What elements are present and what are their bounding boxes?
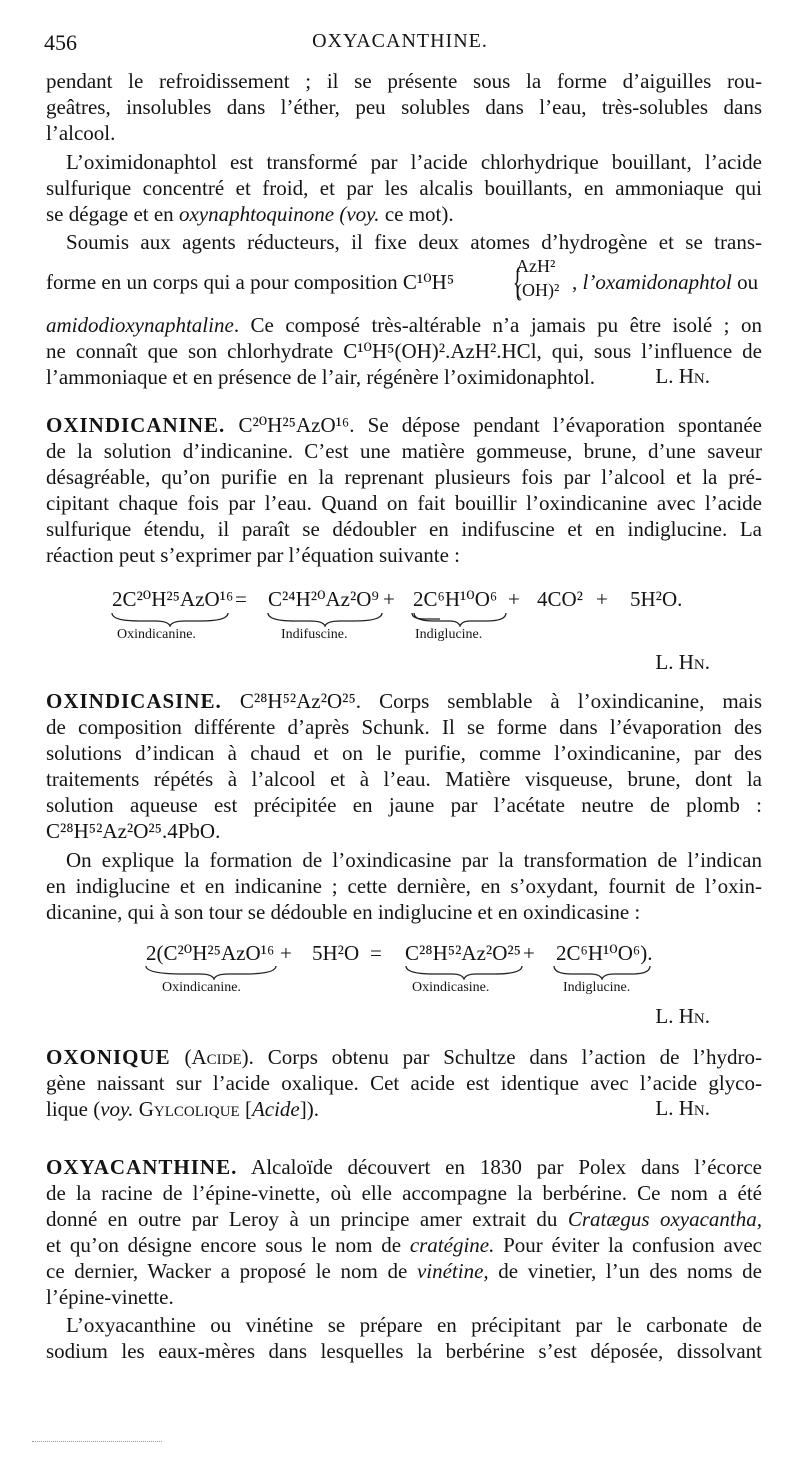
text-line: l’ammoniaque et en présence de l’air, régénère l’oximidonaphtol. bbox=[46, 365, 596, 389]
text-line: réaction peut s’exprimer par l’équation suivante : bbox=[46, 543, 461, 567]
text-line: de la racine de l’épine-vinette, où elle accompagne la berbérine. Ce nom a été bbox=[46, 1181, 762, 1205]
text-line bbox=[46, 1206, 762, 1232]
footer-rule bbox=[32, 1441, 162, 1442]
text-line: solution aqueuse est précipitée en jaune par l’acétate neutre de plomb : bbox=[46, 793, 762, 817]
voy-reference: voy. bbox=[100, 1097, 134, 1121]
underbrace bbox=[414, 613, 506, 626]
italic-term: amidodioxynaphtaline bbox=[46, 313, 234, 337]
equals-sign: = bbox=[235, 587, 247, 611]
text-line: ne connaît que son chlorhydrate C¹⁰H⁵(OH)².AzH².HCl, qui, sous l’influence de bbox=[46, 339, 762, 363]
equation-term: 2C⁶H¹⁰O⁶ bbox=[413, 587, 498, 611]
signature: L. Hn. bbox=[655, 1004, 710, 1028]
text-line: cipitant chaque fois par l’eau. Quand on fait bouillir l’oxindicanine avec l’acide bbox=[46, 491, 762, 515]
text-run: forme en un corps qui a pour composition C¹⁰H⁵ bbox=[46, 270, 455, 294]
signature: L. Hn. bbox=[655, 364, 710, 388]
text-line: en indiglucine et en indicanine ; cette dernière, en s’oxydant, fournit de l’oxin- bbox=[46, 874, 762, 898]
italic-term: Acide bbox=[251, 1097, 300, 1121]
text-run: . Ce composé très-altérable n’a jamais pu être isolé ; on bbox=[233, 313, 762, 337]
underbrace bbox=[406, 966, 522, 979]
equation-term: C²⁸H⁵²Az²O²⁵ bbox=[405, 941, 521, 965]
text-run: , bbox=[572, 270, 583, 294]
text-run bbox=[572, 270, 758, 295]
plus-sign: + bbox=[523, 941, 535, 965]
equation-term: 2C²⁰H²⁵AzO¹⁶ bbox=[112, 587, 234, 611]
text-line: Soumis aux agents réducteurs, il fixe deux atomes d’hydrogène et se trans- bbox=[66, 230, 762, 254]
text-line bbox=[46, 1258, 762, 1284]
entry-headword: OXINDICANINE. bbox=[46, 413, 226, 437]
entry-headword: OXYACANTHINE. bbox=[46, 1155, 238, 1179]
formula: C²⁸H⁵²Az²O²⁵. bbox=[239, 689, 362, 713]
text-line: dicanine, qui à son tour se dédouble en indiglucine et en oxindicasine : bbox=[46, 900, 641, 924]
text-line: L’oximidonaphtol est transformé par l’acide chlorhydrique bouillant, l’acide bbox=[66, 150, 762, 174]
entry-qualifier: (Acide). bbox=[184, 1045, 254, 1069]
text-run: donné en outre par Leroy à un principe amer extrait du bbox=[46, 1207, 568, 1231]
plus-sign: + bbox=[508, 587, 520, 611]
text-run: lique ( bbox=[46, 1097, 101, 1121]
text-run: Alcaloïde découvert en 1830 par Polex dans l’écorce bbox=[237, 1155, 762, 1179]
text-line: solutions d’indican à chaud et on le purifie, comme l’oxindicanine, par des bbox=[46, 741, 762, 765]
text-line: traitements répétés à l’alcool et à l’eau. Matière visqueuse, brune, dont la bbox=[46, 767, 762, 791]
text-line: sulfurique concentré et froid, et par les alcalis bouillants, en ammoniaque qui bbox=[46, 176, 762, 200]
equation-term: 5H²O bbox=[312, 941, 360, 965]
formula: C²⁰H²⁵AzO¹⁶. bbox=[238, 413, 355, 437]
underbrace bbox=[112, 613, 228, 626]
text-run: Corps semblable à l’oxindicanine, mais bbox=[361, 689, 763, 713]
plus-sign: + bbox=[383, 587, 395, 611]
underbrace bbox=[268, 613, 382, 626]
equation-label: Oxindicasine. bbox=[412, 980, 490, 995]
entry-headword: OXINDICASINE. bbox=[46, 689, 222, 713]
italic-term: oxynaphtoquinone bbox=[178, 202, 335, 226]
formula-top: AzH² bbox=[516, 256, 556, 276]
italic-term: l’oxamidonaphtol bbox=[582, 270, 732, 294]
text-line: sodium les eaux-mères dans lesquelles la berbérine s’est déposée, dissolvant bbox=[46, 1339, 762, 1363]
entry-oxyacanthine bbox=[46, 1154, 762, 1180]
voy-reference: (voy. bbox=[339, 202, 380, 226]
text-run: Se dépose pendant l’évaporation spontanée bbox=[354, 413, 763, 437]
text-line bbox=[46, 201, 762, 227]
entry-oxindicanine bbox=[46, 412, 762, 438]
text-line: gène naissant sur l’acide oxalique. Cet acide est identique avec l’acide glyco- bbox=[46, 1071, 762, 1095]
italic-term: vinétine, bbox=[416, 1259, 489, 1283]
entry-oxonique bbox=[46, 1044, 762, 1070]
curly-brace: { bbox=[512, 259, 523, 304]
equation-label: Indiglucine. bbox=[415, 627, 483, 642]
underbrace bbox=[146, 966, 276, 979]
text-line: lique (voy. Gylcolique [Acide]). bbox=[46, 1097, 320, 1121]
text-run: ce mot). bbox=[379, 202, 454, 226]
text-line bbox=[46, 312, 762, 338]
text-line: On explique la formation de l’oxindicasine par la transformation de l’indican bbox=[66, 848, 762, 872]
text-line: l’alcool. bbox=[46, 121, 116, 145]
equation-label: Oxindicanine. bbox=[162, 980, 241, 995]
text-line: désagréable, qu’on purifie en la reprenant plusieurs fois par l’alcool et la pré- bbox=[46, 465, 762, 489]
plus-sign: + bbox=[596, 587, 608, 611]
running-head: OXYACANTHINE. bbox=[312, 30, 488, 52]
text-run: ). bbox=[306, 1097, 320, 1121]
underbrace-group bbox=[110, 611, 450, 627]
page-header bbox=[44, 30, 756, 62]
text-line bbox=[46, 1232, 762, 1258]
text-run: Corps obtenu par Schultze dans l’action de l’hydro- bbox=[253, 1045, 763, 1069]
equation-term: 2C⁶H¹⁰O⁶). bbox=[556, 941, 653, 965]
text-run: et qu’on désigne encore sous le nom de bbox=[46, 1233, 410, 1257]
text-line: l’épine-vinette. bbox=[46, 1285, 174, 1309]
composition-formula-line bbox=[46, 256, 762, 308]
equation-term: 4CO² bbox=[537, 587, 583, 611]
underbrace-group bbox=[144, 964, 664, 980]
equation-label: Oxindicanine. bbox=[117, 627, 196, 642]
equation-label: Indiglucine. bbox=[563, 980, 631, 995]
equation-term: 2(C²⁰H²⁵AzO¹⁶ bbox=[146, 941, 275, 965]
plus-sign: + bbox=[280, 941, 292, 965]
text-line: geâtres, insolubles dans l’éther, peu solubles dans l’eau, très-solubles dans bbox=[46, 95, 762, 119]
text-line: pendant le refroidissement ; il se présente sous la forme d’aiguilles rou- bbox=[46, 69, 762, 93]
equation-label: Indifuscine. bbox=[281, 627, 348, 642]
text-line: C²⁸H⁵²Az²O²⁵.4PbO. bbox=[46, 819, 221, 843]
text-line: sulfurique étendu, il paraît se dédoubler en indifuscine et en indiglucine. La bbox=[46, 517, 762, 541]
text-run: se dégage et en bbox=[46, 202, 179, 226]
text-run: Pour éviter la confusion avec bbox=[494, 1233, 762, 1257]
page-number: 456 bbox=[44, 30, 77, 55]
text-line: de composition différente d’après Schunk. Il se forme dans l’évaporation des bbox=[46, 715, 762, 739]
text-run: de vinetier, l’un des noms de bbox=[488, 1259, 762, 1283]
equation-term: 5H²O. bbox=[630, 587, 683, 611]
text-line: L’oxyacanthine ou vinétine se prépare en précipitant par le carbonate de bbox=[66, 1313, 762, 1337]
formula-bottom: (OH)² bbox=[516, 280, 560, 300]
italic-term: Cratægus oxyacantha, bbox=[567, 1207, 762, 1231]
text-line: de la solution d’indicanine. C’est une matière gommeuse, brune, d’une saveur bbox=[46, 439, 762, 463]
entry-oxindicasine bbox=[46, 688, 762, 714]
underbrace-group bbox=[412, 611, 508, 627]
text-run: ou bbox=[731, 270, 759, 294]
underbrace bbox=[554, 966, 650, 979]
signature: L. Hn. bbox=[655, 1096, 710, 1120]
entry-headword: OXONIQUE bbox=[46, 1045, 171, 1069]
signature: L. Hn. bbox=[655, 650, 710, 674]
cross-reference: Gylcolique bbox=[138, 1097, 240, 1121]
equals-sign: = bbox=[370, 941, 382, 965]
italic-term: cratégine. bbox=[409, 1233, 495, 1257]
equation-term: C²⁴H²⁰Az²O⁹ bbox=[268, 587, 379, 611]
text-run: ce dernier, Wacker a proposé le nom de bbox=[46, 1259, 417, 1283]
